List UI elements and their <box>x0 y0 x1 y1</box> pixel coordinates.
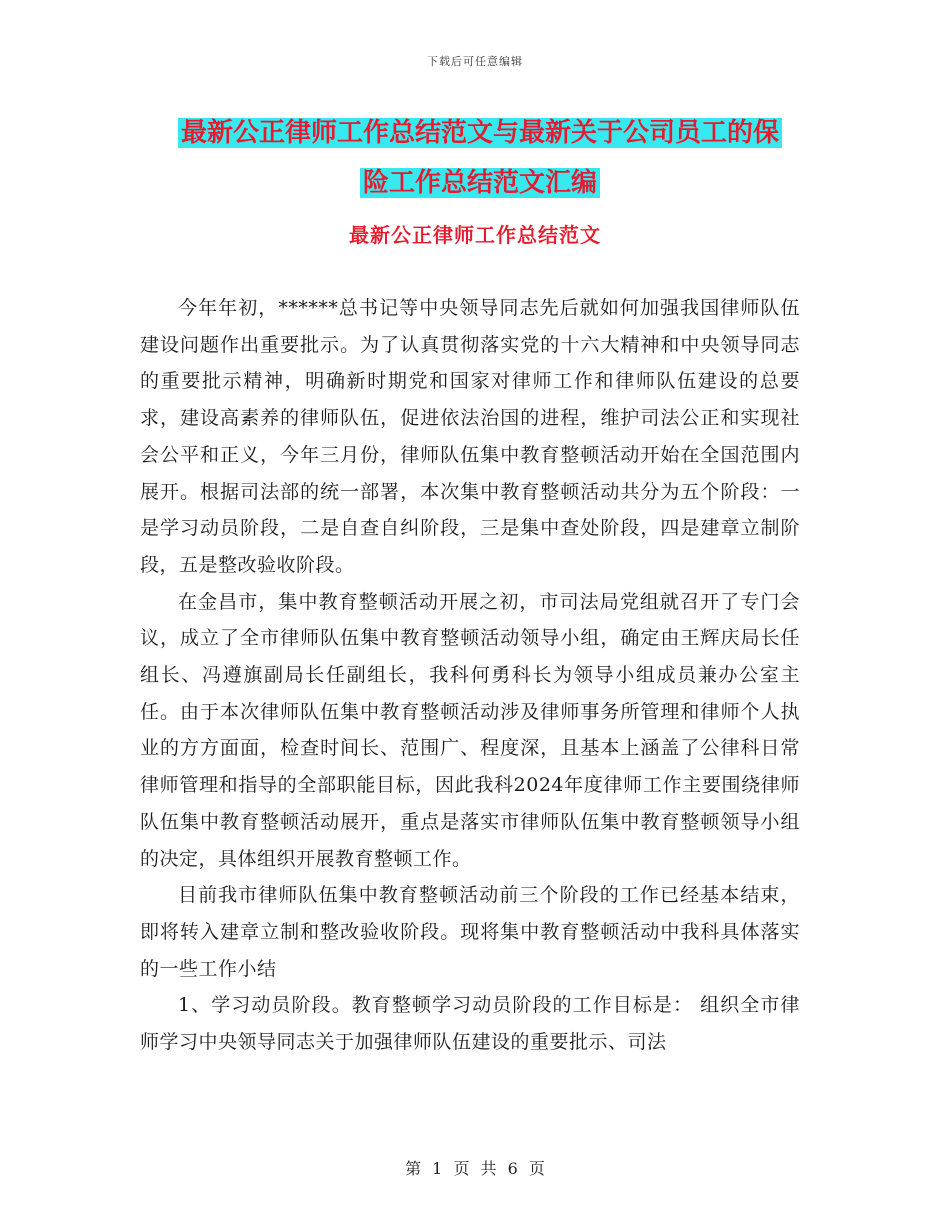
header-note: 下载后可任意编辑 <box>427 55 523 68</box>
document-title <box>140 108 820 208</box>
paragraph: 1、学习动员阶段。教育整顿学习动员阶段的工作目标是： 组织全市律师学习中央领导同志关于加强律师队伍建设的重要批示、司法 <box>140 994 800 1054</box>
section-title: 最新公正律师工作总结范文 <box>349 223 601 247</box>
document-title-line-2: 险工作总结范文汇编 <box>360 168 600 198</box>
paragraph: 目前我市律师队伍集中教育整顿活动前三个阶段的工作已经基本结束，即将转入建章立制和整改验收阶段。现将集中教育整顿活动中我科具体落实的一些工作小结 <box>140 884 800 980</box>
paragraph: 在金昌市，集中教育整顿活动开展之初，市司法局党组就召开了专门会议，成立了全市律师队伍集中教育整顿活动领导小组，确定由王辉庆局长任组长、冯遵旗副局长任副组长，我科何勇科长为领导小组成员兼办公室主任。由于本次律师队伍集中教育整顿活动涉及律师事务所管理和律师个人执业的方方面面，检查时间长、范围广、程度深，且基本上涵盖了公律科日常律师管理和指导的全部职能目标，因此我科2024年度律师工作主要围绕律师队伍集中教育整顿活动展开，重点是落实市律师队伍集中教育整顿领导小组的决定，具体组织开展教育整顿工作。 <box>140 590 800 870</box>
page-number: 第 1 页 共 6 页 <box>405 1159 545 1178</box>
document-title-line-1: 最新公正律师工作总结范文与最新关于公司员工的保 <box>178 118 782 148</box>
body-text <box>140 290 800 1061</box>
paragraph: 今年年初，******总书记等中央领导同志先后就如何加强我国律师队伍建设问题作出重要批示。为了认真贯彻落实党的十六大精神和中央领导同志的重要批示精神，明确新时期党和国家对律师工作和律师队伍建设的总要求，建设高素养的律师队伍，促进依法治国的进程，维护司法公正和实现社会公平和正义，今年三月份，律师队伍集中教育整顿活动开始在全国范围内展开。根据司法部的统一部署，本次集中教育整顿活动共分为五个阶段：一是学习动员阶段，二是自查自纠阶段，三是集中查处阶段，四是建章立制阶段，五是整改验收阶段。 <box>140 297 800 576</box>
